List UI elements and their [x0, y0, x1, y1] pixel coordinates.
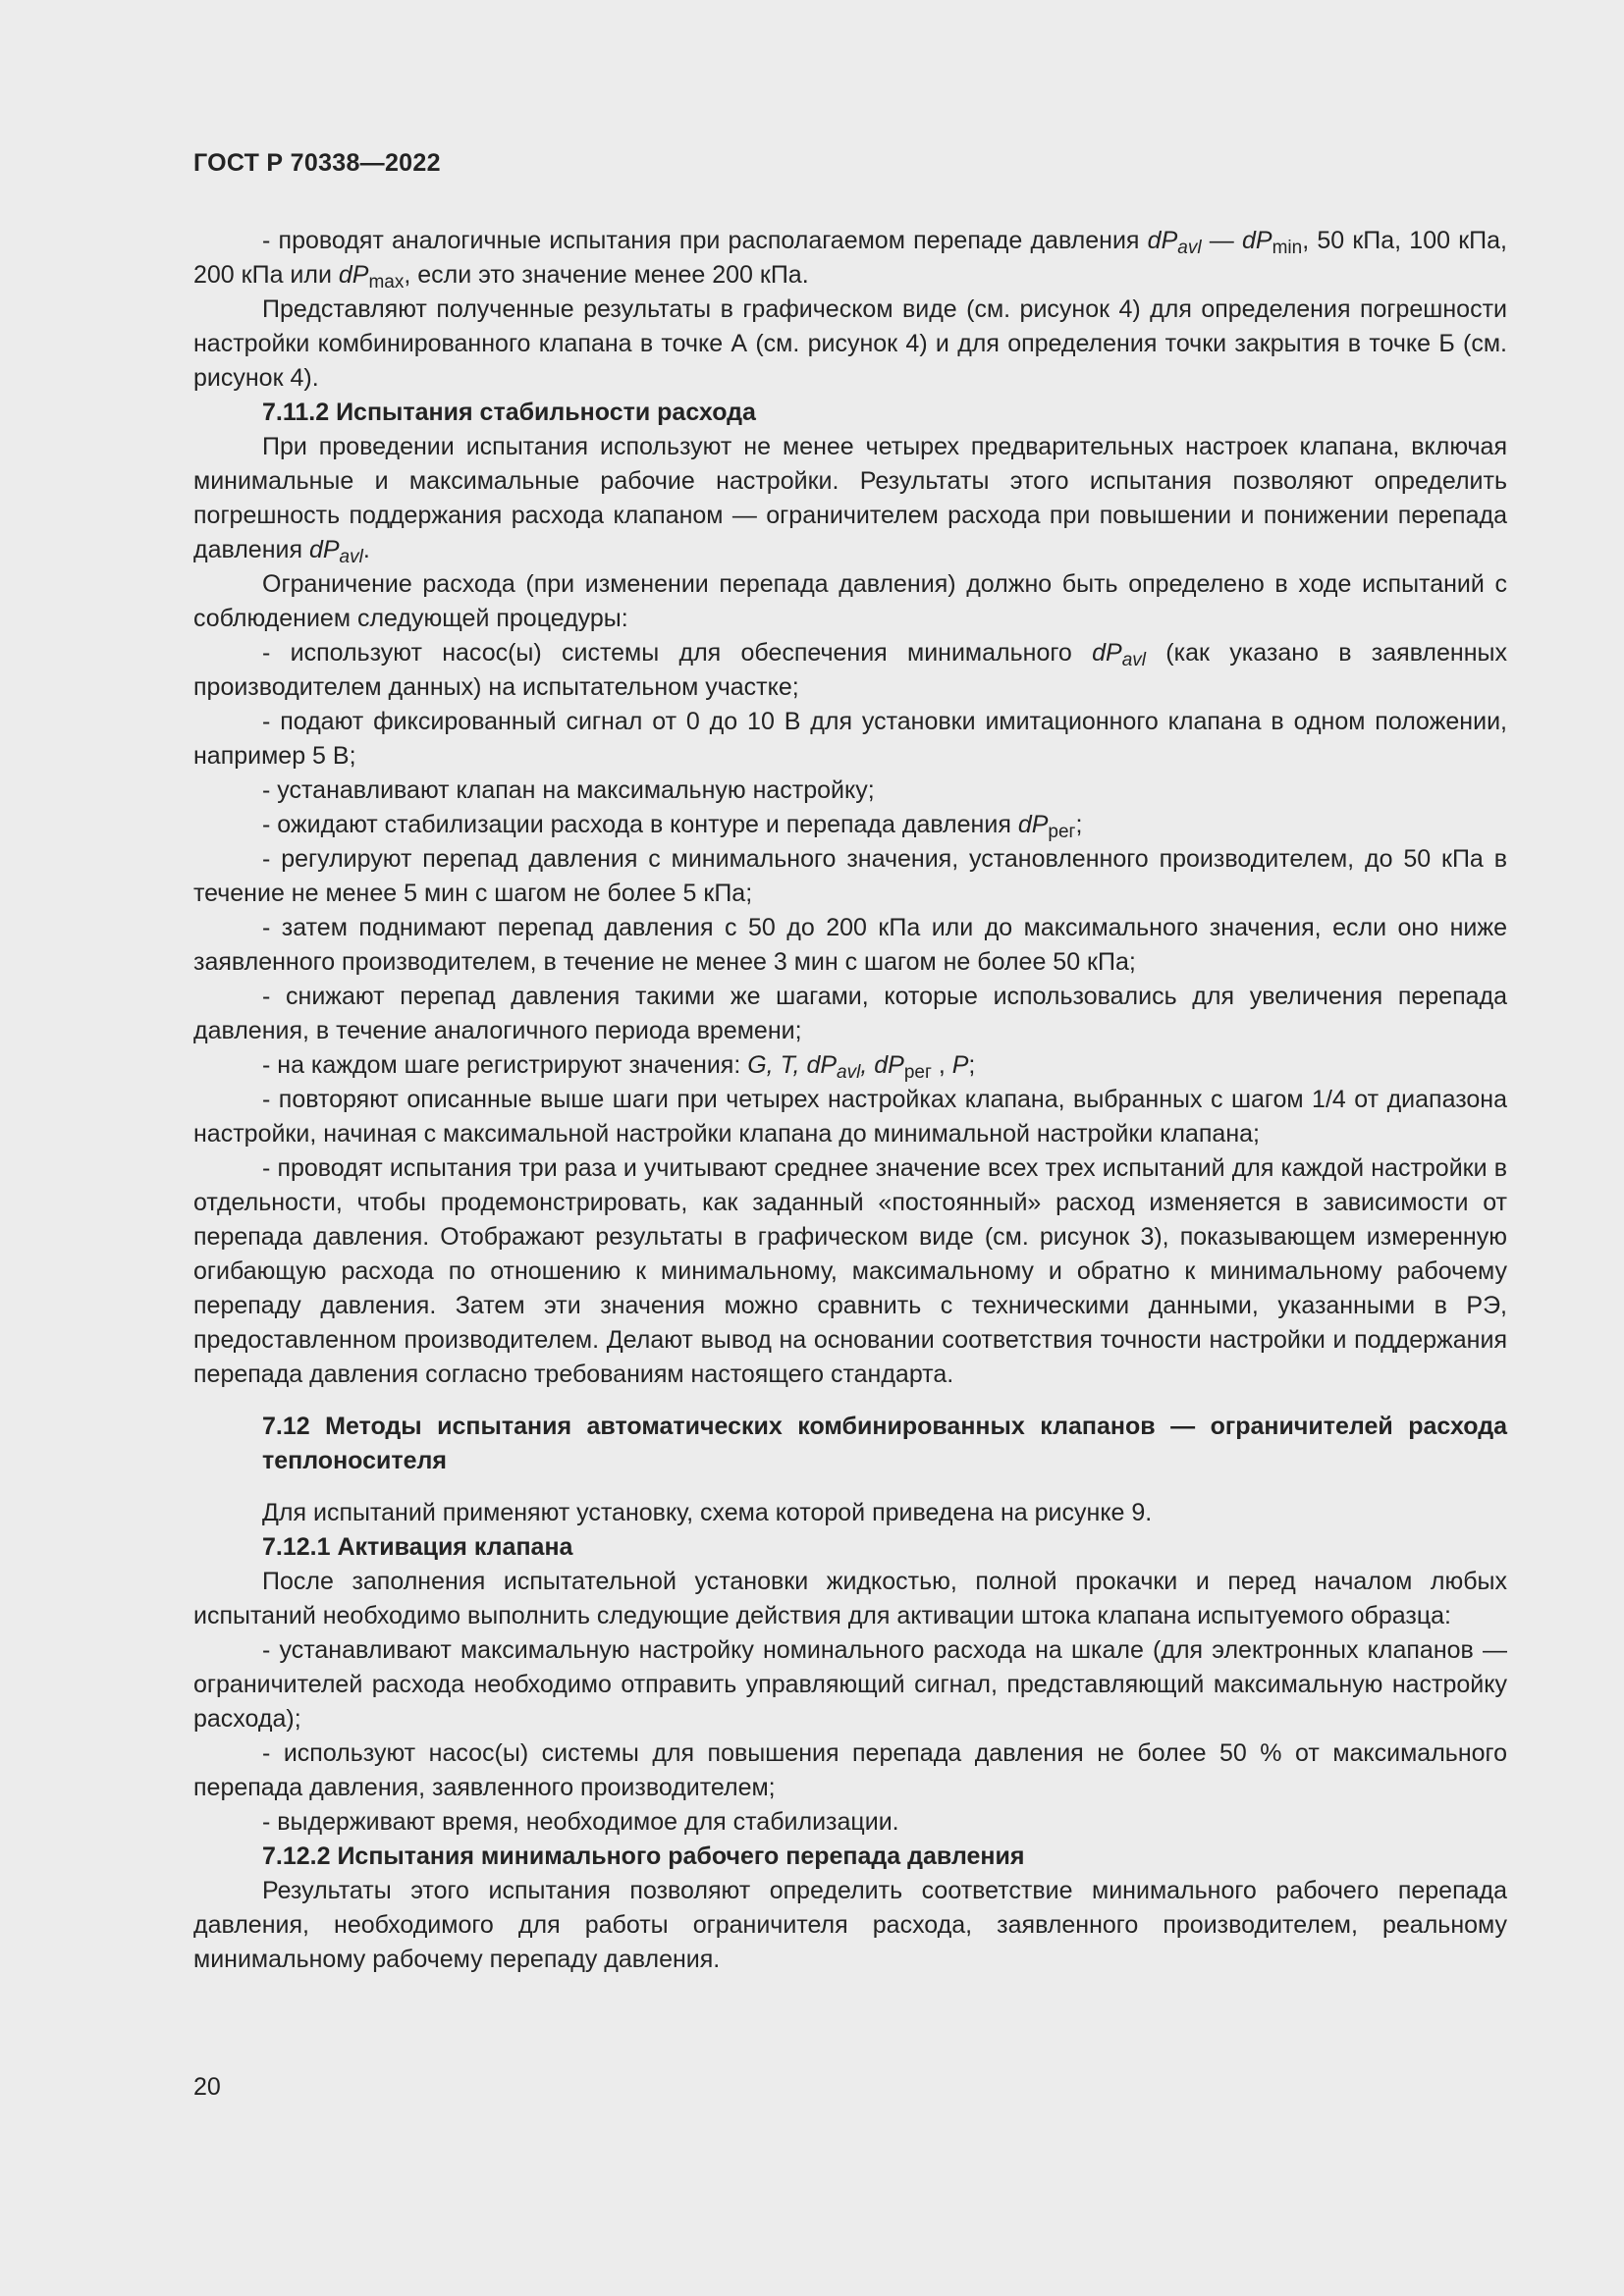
- subscript-min: min: [1272, 238, 1303, 258]
- subscript-avl: avl: [1177, 238, 1202, 258]
- formula-variables: G, T, dP: [747, 1051, 838, 1079]
- text-run: - используют насос(ы) системы для обеспечения минимального: [262, 639, 1093, 667]
- subscript-reg: рег: [903, 1062, 932, 1083]
- list-item-three-tests: - проводят испытания три раза и учитывают среднее значение всех трех испытаний для каждой настройки в отдельности, чтобы продемонстрировать, как заданный «постоянный» расход изменяется в зависимости от перепада давления. Отображают результаты в графическом виде (см. рисунок 3), показывающем измеренную огибающую расхода по отношению к минимальному, максимальному и обратно к минимальному рабочему перепаду давления. Затем эти значения можно сравнить с техническими данными, указанными в РЭ, предоставленном производителем. Делают вывод на основании соответствия точности настройки и поддержания перепада давления согласно требованиям настоящего стандарта.: [193, 1154, 1507, 1388]
- text-run: , если это значение менее 200 кПа.: [404, 261, 809, 289]
- paragraph-min-dp-results: Результаты этого испытания позволяют определить соответствие минимального рабочего перепада давления, необходимого для работы ограничителя расхода, заявленного производителем, реальному минимальному рабочему перепаду давления.: [193, 1877, 1507, 1973]
- formula-dp: dP: [1017, 811, 1049, 838]
- text-run: (как указано в заявленных производителем данных) на испытательном участке;: [193, 639, 1507, 701]
- text-run: ,: [931, 1051, 952, 1079]
- list-item-wait-stabilization: [193, 808, 1507, 842]
- document-code-header: ГОСТ Р 70338—2022: [193, 149, 441, 177]
- formula-dp: , dP: [860, 1051, 904, 1079]
- formula-p: P: [951, 1051, 969, 1079]
- section-heading-7-12-2: 7.12.2 Испытания минимального рабочего перепада давления: [262, 1842, 1025, 1870]
- paragraph-activation-intro: После заполнения испытательной установки жидкостью, полной прокачки и перед началом любых испытаний необходимо выполнить следующие действия для активации штока клапана испытуемого образца:: [193, 1568, 1507, 1629]
- section-heading-7-12-1: 7.12.1 Активация клапана: [262, 1533, 573, 1561]
- text-run: , 50 кПа, 100 кПа, 200 кПа или: [193, 227, 1507, 289]
- list-item-regulate-dp: - регулируют перепад давления с минимального значения, установленного производителем, до 50 кПа в течение не менее 5 мин с шагом не более 5 кПа;: [193, 845, 1507, 907]
- text-run: - на каждом шаге регистрируют значения:: [262, 1051, 748, 1079]
- subscript-avl: avl: [1121, 650, 1146, 670]
- text-run: ;: [968, 1051, 976, 1079]
- paragraph-bullet-dp-ranges: [193, 224, 1507, 293]
- list-item-raise-dp: - затем поднимают перепад давления с 50 до 200 кПа или до максимального значения, если оно ниже заявленного производителем, в течение не менее 3 мин с шагом не более 50 кПа;: [193, 914, 1507, 976]
- list-item-register-values: [193, 1048, 1507, 1083]
- list-item-max-setting: - устанавливают клапан на максимальную настройку;: [262, 776, 875, 804]
- paragraph-results-graphic: Представляют полученные результаты в графическом виде (см. рисунок 4) для определения погрешности настройки комбинированного клапана в точке А (см. рисунок 4) и для определения точки закрытия в точке Б (см. рисунок 4).: [193, 295, 1507, 392]
- page-number: 20: [193, 2073, 221, 2101]
- section-heading-7-11-2: 7.11.2 Испытания стабильности расхода: [262, 399, 756, 426]
- list-item-max-nominal-flow: - устанавливают максимальную настройку номинального расхода на шкале (для электронных клапанов — ограничителей расхода необходимо отправить управляющий сигнал, представляющий максимальную настройку расхода);: [193, 1636, 1507, 1733]
- text-run: .: [362, 536, 370, 563]
- text-run: ;: [1075, 811, 1083, 838]
- text-run: При проведении испытания используют не менее четырех предварительных настроек клапана, включая минимальные и максимальные рабочие настройки. Результаты этого испытания позволяют определить погрешность поддержания расхода клапаном — ограничителем расхода при повышении и понижении перепада давления: [193, 433, 1507, 563]
- list-item-repeat-steps: - повторяют описанные выше шаги при четырех настройках клапана, выбранных с шагом 1/4 от диапазона настройки, начиная с максимальной настройки клапана до минимальной настройки клапана;: [193, 1086, 1507, 1148]
- formula-dp: dP: [1092, 639, 1122, 667]
- list-item-pump-min: [193, 636, 1507, 705]
- text-run: - проводят аналогичные испытания при располагаемом перепаде давления: [262, 227, 1148, 254]
- formula-dp: dP: [308, 536, 340, 563]
- formula-dp: dP: [1147, 227, 1178, 254]
- section-heading-7-12: 7.12 Методы испытания автоматических комбинированных клапанов — ограничителей расхода теплоносителя: [262, 1413, 1507, 1474]
- list-item-hold-time: - выдерживают время, необходимое для стабилизации.: [262, 1808, 899, 1836]
- list-item-pump-increase: - используют насос(ы) системы для повышения перепада давления не более 50 % от максимального перепада давления, заявленного производителем;: [193, 1739, 1507, 1801]
- document-body: [193, 224, 1507, 1977]
- list-item-lower-dp: - снижают перепад давления такими же шагами, которые использовались для увеличения перепада давления, в течение аналогичного периода времени;: [193, 983, 1507, 1044]
- text-run: —: [1201, 227, 1242, 254]
- subscript-reg: рег: [1048, 822, 1076, 842]
- subscript-max: max: [368, 272, 405, 293]
- text-run: - ожидают стабилизации расхода в контуре и перепада давления: [262, 811, 1018, 838]
- paragraph-flow-limitation: Ограничение расхода (при изменении перепада давления) должно быть определено в ходе испытаний с соблюдением следующей процедуры:: [193, 570, 1507, 632]
- formula-dp: dP: [338, 261, 369, 289]
- paragraph-stability-intro: [193, 430, 1507, 567]
- list-item-fixed-signal: - подают фиксированный сигнал от 0 до 10 В для установки имитационного клапана в одном положении, например 5 В;: [193, 708, 1507, 770]
- formula-dp: dP: [1241, 227, 1272, 254]
- subscript-avl: avl: [837, 1062, 861, 1083]
- subscript-avl: avl: [339, 547, 363, 567]
- paragraph-test-setup: Для испытаний применяют установку, схема которой приведена на рисунке 9.: [262, 1499, 1153, 1526]
